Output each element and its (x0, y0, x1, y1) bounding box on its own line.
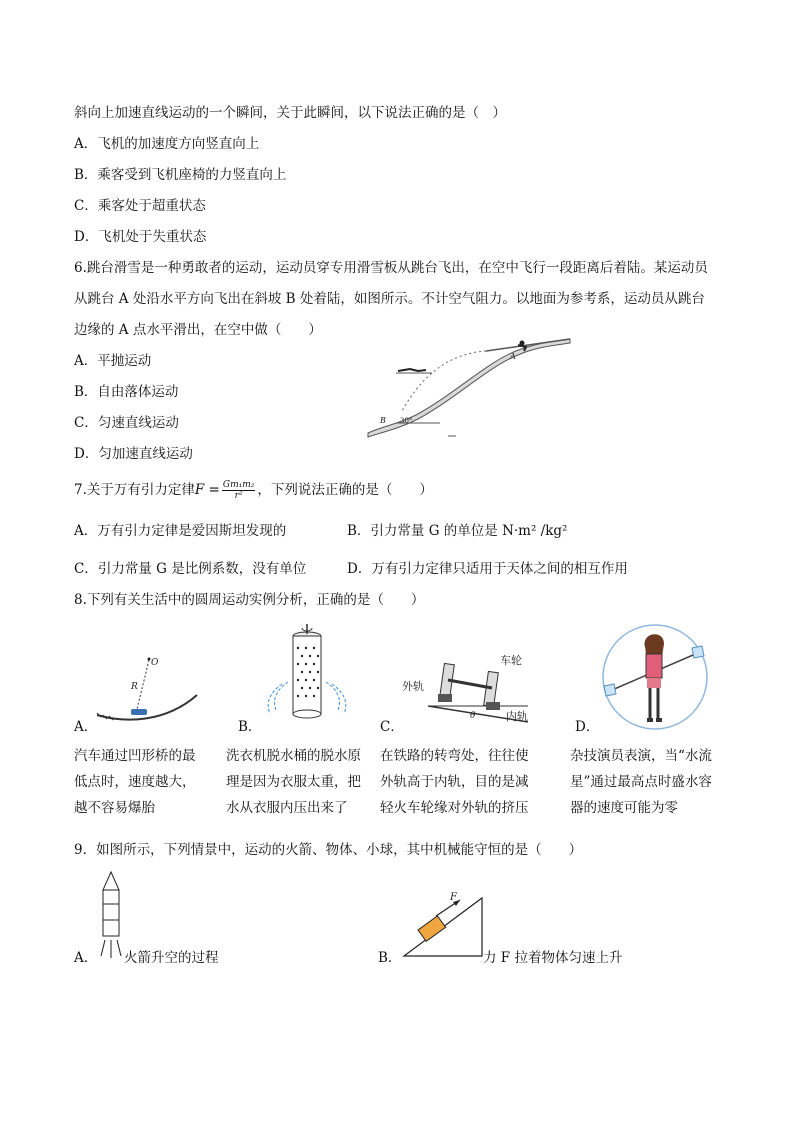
q6-stem-line2: 从跳台 A 处沿水平方向飞出在斜坡 B 处着陆，如图所示。不计空气阻力。以地面为参考系，运动员从跳台 (74, 291, 705, 307)
q8-caption-a: 汽车通过凹形桥的最低点时，速度越大，越不容易爆胎 (74, 748, 196, 816)
label-theta: θ (470, 711, 476, 721)
label-f: F (450, 892, 457, 903)
cup-icon (604, 684, 616, 696)
label-r: R (131, 682, 138, 692)
q5-option-d: D．飞机处于失重状态 (74, 229, 207, 245)
q9-option-b-text: 力 F 拉着物体匀速上升 (483, 950, 623, 966)
rocket-figure (95, 870, 127, 962)
q7-option-b: B．引力常量 G 的单位是 N·m² /kg² (347, 523, 568, 539)
q7-formula-lhs: F = (194, 482, 220, 498)
label-outer-rail: 外轨 (402, 680, 424, 693)
label-wheel: 车轮 (500, 654, 522, 667)
incline-block-figure (398, 890, 488, 960)
q6-option-c: C．匀速直线运动 (74, 415, 179, 431)
q8-caption-b: 洗衣机脱水桶的脱水原理是因为衣服太重，把水从衣服内压出来了 (226, 748, 361, 816)
q8-caption-c: 在铁路的转弯处，往往使外轨高于内轨，目的是减轻火车轮缘对外轨的挤压 (380, 748, 529, 816)
label-inner-rail: 内轨 (506, 710, 528, 723)
q7-suffix: ，下列说法正确的是（ ） (257, 482, 433, 498)
q9-option-a-text: 火箭升空的过程 (124, 950, 219, 966)
concave-bridge-figure (95, 645, 199, 725)
q6-stem-line3: 边缘的 A 点水平滑出，在空中做（ ） (74, 322, 322, 338)
q5-stem: 斜向上加速直线运动的一个瞬间，关于此瞬间，以下说法正确的是（ ） (74, 105, 506, 121)
q9-label-a: A． (74, 950, 98, 966)
q9-stem: 9．如图所示，下列情景中，运动的火箭、物体、小球，其中机械能守恒的是（ ） (74, 842, 583, 858)
q7-option-c: C．引力常量 G 是比例系数，没有单位 (74, 561, 307, 577)
cup-icon (692, 646, 704, 658)
flying-skier-icon (398, 369, 426, 371)
q6-option-d: D．匀加速直线运动 (74, 446, 193, 462)
q7-prefix: 7.关于万有引力定律 (74, 482, 195, 498)
q5-option-a: A．飞机的加速度方向竖直向上 (74, 136, 260, 152)
q8-caption-d: 杂技演员表演，当“水流星”通过最高点时盛水容器的速度可能为零 (570, 748, 712, 816)
q6-stem-line1: 6.跳台滑雪是一种勇敢者的运动，运动员穿专用滑雪板从跳台飞出，在空中飞行一段距离后着陆。某运动员 (74, 260, 708, 276)
q5-option-b: B．乘客受到飞机座椅的力竖直向上 (74, 167, 287, 183)
ski-jump-figure (366, 333, 572, 443)
q6-option-b: B．自由落体运动 (74, 384, 179, 400)
label-o: O (151, 658, 159, 668)
q7-option-a: A．万有引力定律是爱因斯坦发现的 (74, 523, 287, 539)
q7-formula-fraction (222, 480, 255, 501)
car-icon (131, 709, 147, 715)
q8-label-a: A． (74, 719, 98, 735)
q8-label-c: C． (380, 719, 404, 735)
q5-option-c: C．乘客处于超重状态 (74, 198, 206, 214)
washer-drum-figure (262, 622, 352, 722)
railway-curve-figure (398, 650, 548, 726)
q8-stem: 8.下列有关生活中的圆周运动实例分析，正确的是（ ） (74, 592, 425, 608)
q9-label-b: B． (378, 950, 402, 966)
q7-formula-numerator: Gm₁m₂ (222, 480, 255, 490)
q7-stem (74, 480, 433, 501)
q8-label-b: B． (238, 719, 262, 735)
q7-option-d: D．万有引力定律只适用于天体之间的相互作用 (347, 561, 628, 577)
water-meteor-figure (600, 622, 710, 732)
label-a: A (510, 352, 516, 361)
q8-label-d: D． (575, 719, 600, 735)
q7-formula-denominator: r² (234, 491, 243, 501)
label-b: B (380, 416, 386, 425)
q6-option-a: A．平抛运动 (74, 353, 152, 369)
label-angle: 30° (400, 417, 413, 425)
